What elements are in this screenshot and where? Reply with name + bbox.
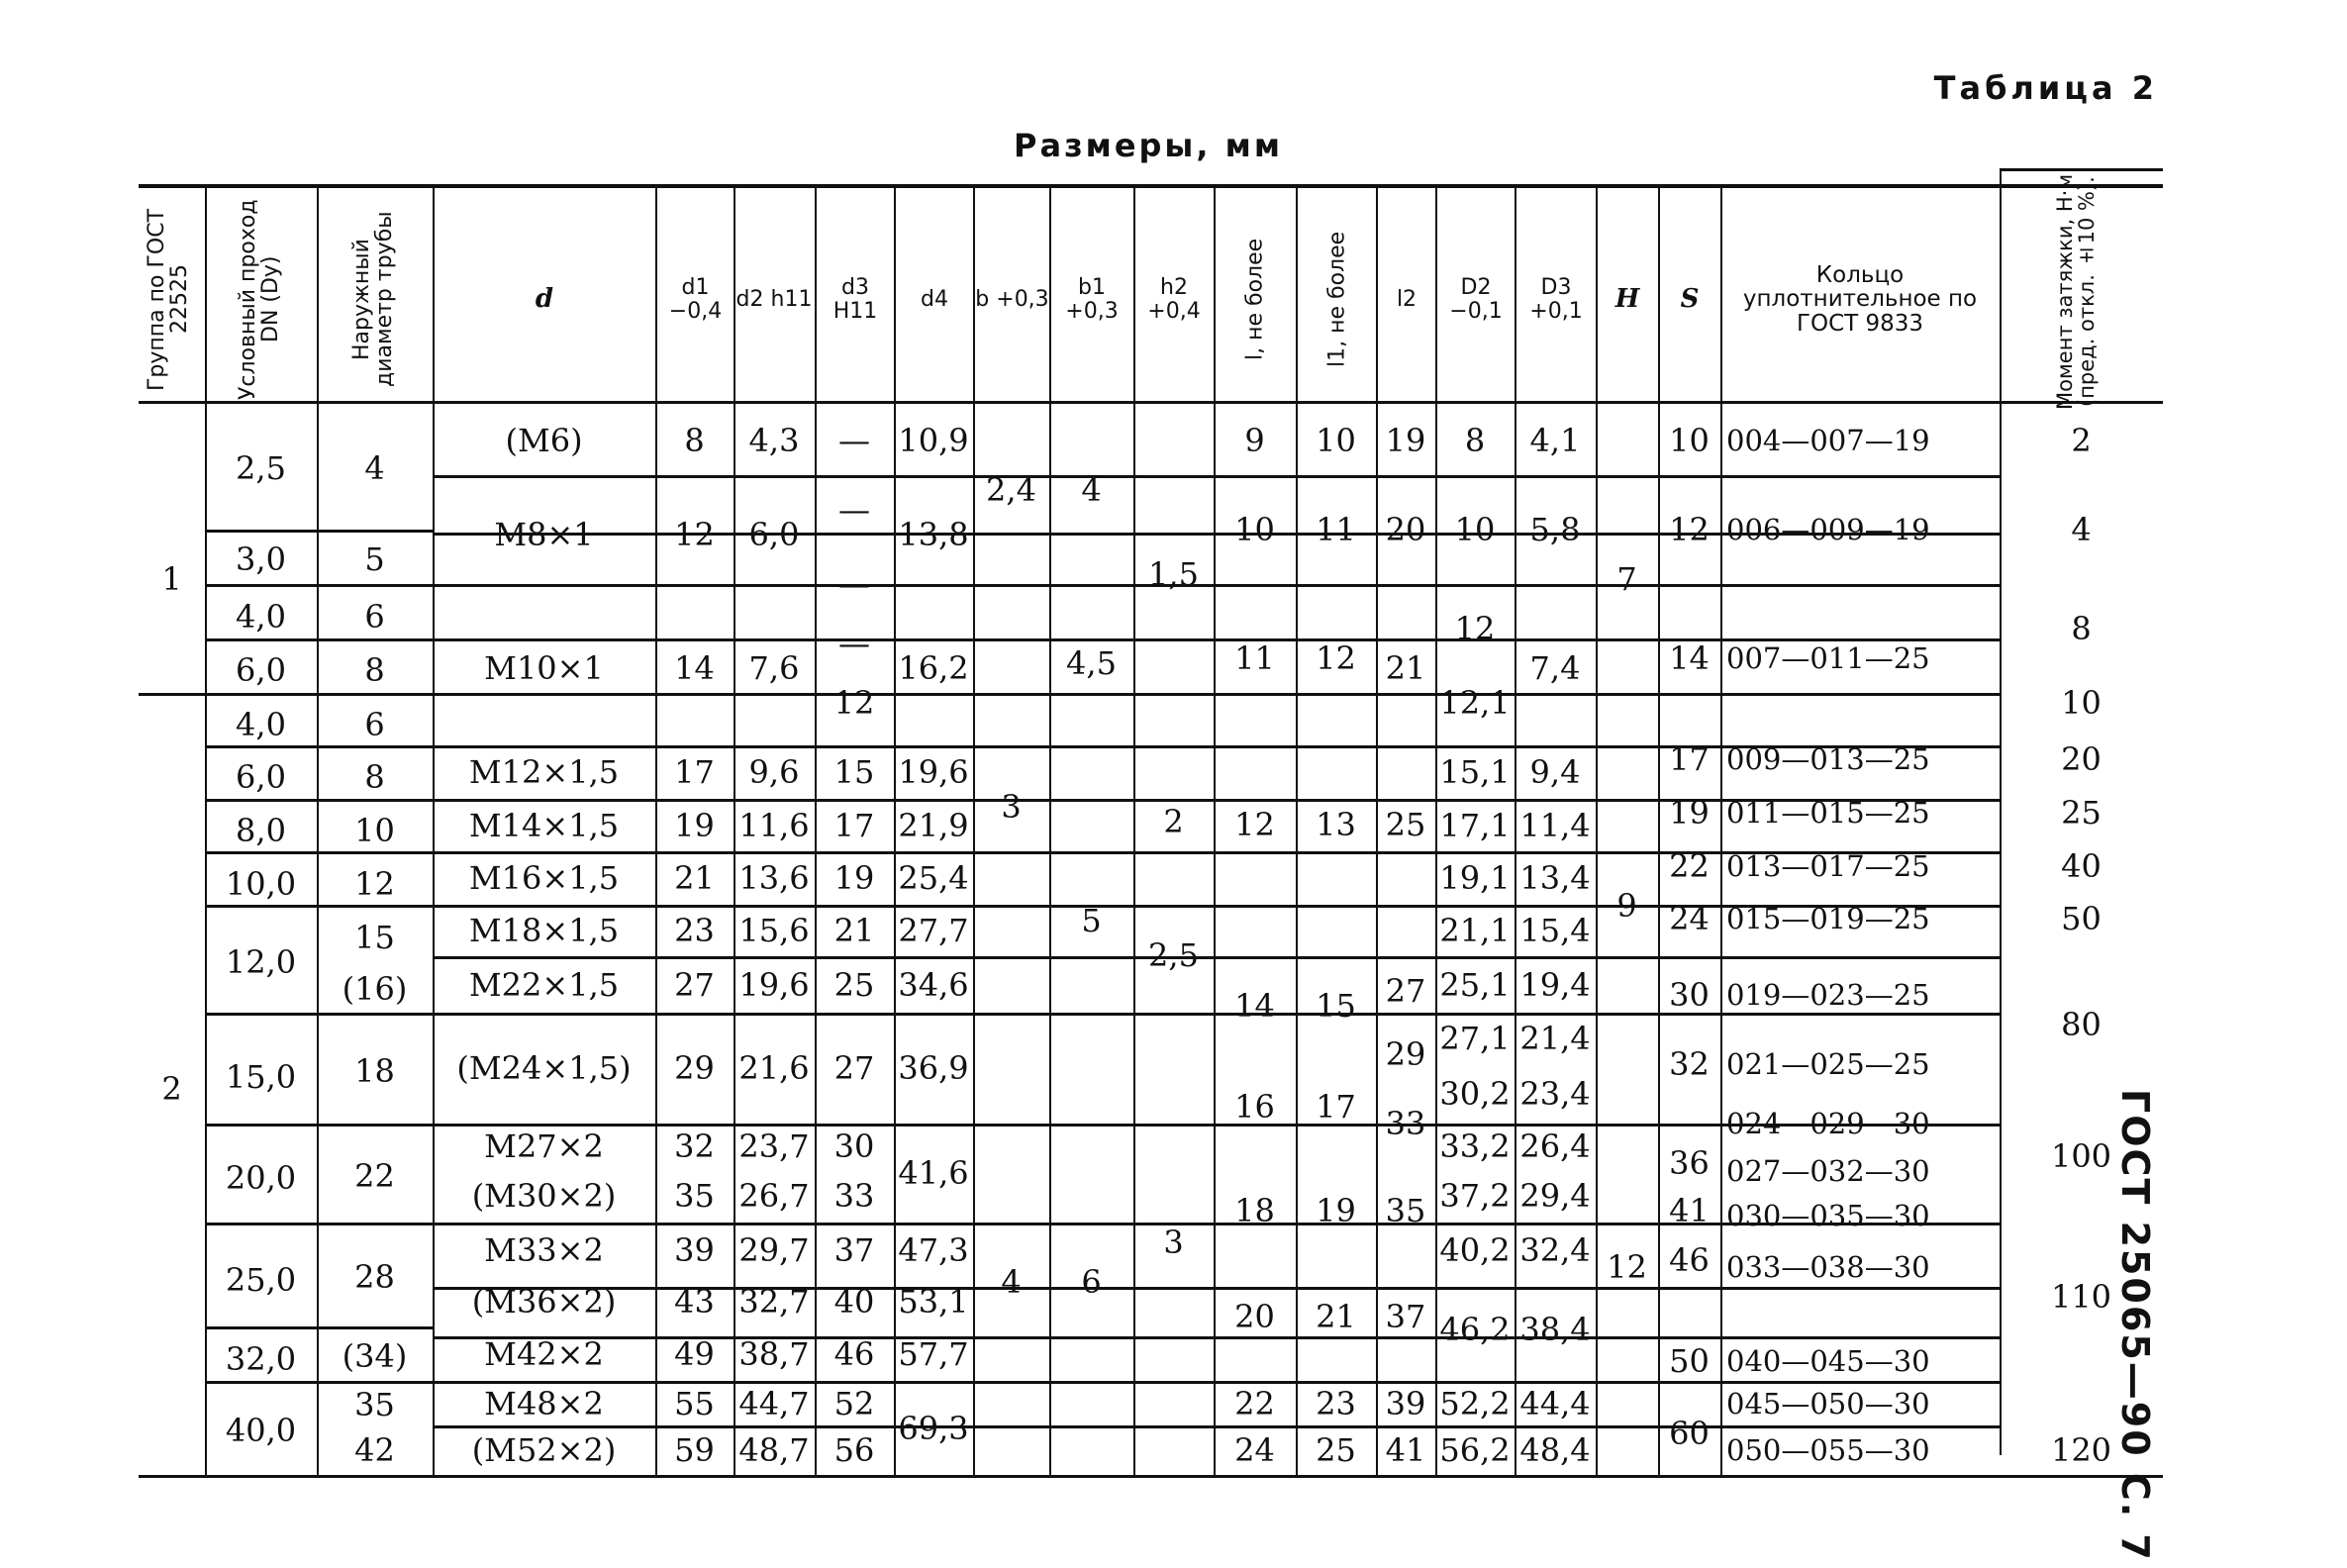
d-cell: (M30×2) — [471, 1176, 617, 1215]
outer_d-cell: 18 — [354, 1051, 395, 1090]
S-cell: 50 — [1669, 1342, 1710, 1380]
d2-cell: 44,7 — [738, 1384, 810, 1422]
header-l2: l2 — [1396, 286, 1418, 312]
dn-cell: 3,0 — [236, 540, 286, 578]
outer_d-cell: 8 — [364, 758, 385, 796]
d-cell: M14×1,5 — [468, 806, 620, 844]
d4-cell: 36,9 — [898, 1049, 969, 1087]
header-D2: D2 −0,1 — [1449, 275, 1503, 324]
d2-cell: 38,7 — [738, 1334, 810, 1373]
d3-cell: 19 — [833, 859, 875, 897]
d1-cell: 39 — [674, 1230, 715, 1269]
side-standard-label: ГОСТ 25065—90 С. 7 — [2113, 1089, 2157, 1562]
header-b1: b1 +0,3 — [1065, 275, 1119, 324]
ring-cell: 013—017—25 — [1726, 849, 1930, 883]
S-cell: 10 — [1669, 422, 1710, 459]
d1-cell: 8 — [684, 422, 705, 459]
outer_d-cell: (16) — [342, 970, 408, 1008]
header-b: b +0,3 — [975, 286, 1049, 312]
D3-cell: 26,4 — [1519, 1127, 1591, 1165]
d1-cell: 23 — [674, 912, 715, 949]
d3-cell: 27 — [833, 1049, 875, 1087]
dn-cell: 4,0 — [236, 598, 286, 636]
d1-cell: 12 — [674, 516, 715, 553]
torque-cell: 120 — [2050, 1431, 2112, 1469]
ring-cell: 033—038—30 — [1726, 1250, 1930, 1284]
d2-cell: 23,7 — [738, 1127, 810, 1165]
D3-cell: 29,4 — [1519, 1176, 1591, 1215]
d4-cell: 27,7 — [898, 912, 969, 949]
d3-cell: 56 — [833, 1431, 875, 1469]
D2-cell: 19,1 — [1439, 859, 1511, 897]
ring-cell: 019—023—25 — [1726, 978, 1930, 1012]
D3-cell: 38,4 — [1519, 1310, 1591, 1348]
D3-cell: 44,4 — [1519, 1384, 1591, 1422]
ring-cell: 006—009—19 — [1726, 513, 1930, 546]
D2-cell: 10 — [1454, 511, 1496, 548]
d4-cell: 53,1 — [898, 1283, 969, 1321]
l-cell: 9 — [1244, 422, 1265, 459]
header-bottom-rule — [139, 401, 2163, 404]
torque-header-top-rule — [2002, 168, 2163, 171]
d-cell: M16×1,5 — [468, 859, 620, 897]
d3-cell: 46 — [833, 1334, 875, 1373]
outer_d-cell: 6 — [364, 705, 385, 743]
b-cell: 3 — [1001, 788, 1022, 826]
d1-cell: 43 — [674, 1283, 715, 1321]
S-cell: 41 — [1669, 1191, 1710, 1229]
l-cell: 10 — [1234, 511, 1275, 548]
d1-cell: 32 — [674, 1127, 715, 1165]
ring-cell: 011—015—25 — [1726, 795, 1930, 830]
l1-cell: 21 — [1316, 1298, 1356, 1335]
l-cell: 18 — [1234, 1191, 1275, 1229]
d-cell: M33×2 — [484, 1230, 604, 1269]
header-d2: d2 h11 — [735, 286, 813, 312]
dn-cell: 32,0 — [225, 1339, 297, 1378]
torque-cell: 100 — [2050, 1136, 2112, 1175]
d-cell: (M24×1,5) — [456, 1049, 632, 1087]
header-ring: Кольцо уплотнительное по ГОСТ 9833 — [1742, 262, 1978, 337]
table-bottom-rule — [139, 1475, 2163, 1478]
d3-cell: 40 — [833, 1283, 875, 1321]
d1-cell: 29 — [674, 1049, 715, 1087]
D2-cell: 27,1 — [1439, 1020, 1511, 1057]
header-S: S — [1680, 283, 1700, 314]
D3-cell: 13,4 — [1519, 859, 1591, 897]
d3-cell: 12 — [833, 684, 875, 722]
d2-cell: 9,6 — [748, 753, 800, 791]
table-top-rule — [139, 184, 2163, 188]
outer_d-cell: 15 — [354, 919, 395, 956]
outer_d-cell: 42 — [354, 1431, 395, 1469]
d2-cell: 15,6 — [738, 912, 810, 949]
D3-cell: 19,4 — [1519, 965, 1591, 1004]
l1-cell: 15 — [1316, 987, 1356, 1025]
outer_d-cell: 8 — [364, 651, 385, 689]
row-rule — [205, 1013, 433, 1016]
d4-cell: 47,3 — [898, 1230, 969, 1269]
D2-cell: 12 — [1454, 610, 1496, 647]
ring-cell: 015—019—25 — [1726, 902, 1930, 935]
S-cell: 19 — [1669, 793, 1710, 832]
d4-cell: 10,9 — [898, 422, 969, 459]
row-rule — [205, 584, 433, 587]
d1-cell: 19 — [674, 806, 715, 844]
group-cell: 2 — [161, 1070, 182, 1108]
torque-cell: 10 — [2061, 684, 2102, 722]
d2-cell: 48,7 — [738, 1431, 810, 1469]
d2-cell: 7,6 — [748, 649, 800, 687]
D2-cell: 52,2 — [1439, 1384, 1511, 1422]
ring-cell: 027—032—30 — [1726, 1153, 1930, 1188]
outer_d-cell: 12 — [354, 865, 395, 903]
l1-cell: 13 — [1316, 806, 1356, 843]
outer_d-cell: 10 — [354, 812, 395, 849]
dn-cell: 20,0 — [225, 1159, 297, 1197]
d4-cell: 41,6 — [898, 1154, 969, 1192]
torque-cell: 50 — [2061, 900, 2102, 937]
d4-cell: 21,9 — [898, 806, 969, 844]
d-cell: M10×1 — [484, 649, 604, 687]
d2-cell: 32,7 — [738, 1283, 810, 1321]
group-separator — [139, 693, 205, 696]
outer_d-cell: 35 — [354, 1386, 395, 1423]
S-cell: 46 — [1669, 1240, 1710, 1279]
D3-cell: 21,4 — [1519, 1020, 1591, 1057]
l1-cell: 11 — [1316, 511, 1356, 548]
d-cell: (M36×2) — [471, 1283, 617, 1321]
d2-cell: 26,7 — [738, 1176, 810, 1215]
ring-cell: 021—025—25 — [1726, 1047, 1930, 1081]
d4-cell: 25,4 — [898, 859, 969, 897]
D2-cell: 8 — [1464, 422, 1486, 459]
header-d: d — [535, 283, 554, 314]
ring-cell: 004—007—19 — [1726, 424, 1930, 457]
d2-cell: 11,6 — [738, 806, 810, 844]
h2-cell: 3 — [1163, 1224, 1184, 1261]
dn-cell: 40,0 — [225, 1412, 297, 1449]
S-cell: 36 — [1669, 1144, 1710, 1182]
D2-cell: 40,2 — [1439, 1230, 1511, 1269]
d-cell: M12×1,5 — [468, 753, 620, 791]
torque-cell: 20 — [2061, 740, 2102, 778]
H-cell: 7 — [1616, 560, 1637, 598]
d3-cell: — — [838, 565, 870, 603]
b1-cell: 4,5 — [1066, 644, 1117, 682]
l-cell: 12 — [1234, 806, 1275, 843]
d1-cell: 14 — [674, 649, 715, 687]
D2-cell: 30,2 — [1439, 1075, 1511, 1113]
d-cell: M27×2 — [484, 1127, 604, 1165]
S-cell: 32 — [1669, 1045, 1710, 1083]
l2-cell: 21 — [1385, 649, 1426, 687]
d1-cell: 49 — [674, 1334, 715, 1373]
d1-cell: 35 — [674, 1176, 715, 1215]
outer_d-cell: 6 — [364, 598, 385, 636]
S-cell: 22 — [1669, 847, 1710, 885]
S-cell: 30 — [1669, 976, 1710, 1014]
d2-cell: 13,6 — [738, 859, 810, 897]
D3-cell: 48,4 — [1519, 1431, 1591, 1469]
l1-cell: 10 — [1316, 422, 1356, 459]
d-cell: M42×2 — [484, 1334, 604, 1373]
torque-cell: 25 — [2061, 793, 2102, 832]
l2-cell: 41 — [1385, 1431, 1426, 1469]
outer_d-cell: 28 — [354, 1258, 395, 1296]
dn-cell: 10,0 — [225, 865, 297, 903]
d3-cell: 33 — [833, 1176, 875, 1215]
d-cell: (M6) — [505, 422, 583, 459]
dn-cell: 15,0 — [225, 1057, 297, 1096]
d1-cell: 59 — [674, 1431, 715, 1469]
l1-cell: 17 — [1316, 1087, 1356, 1126]
h2-cell: 2 — [1163, 803, 1184, 840]
header-dn: Условный проход DN (Dy) — [235, 199, 283, 400]
d-cell: M8×1 — [494, 516, 594, 553]
d3-cell: 52 — [833, 1384, 875, 1422]
header-group: Группа по ГОСТ 22525 — [144, 208, 192, 391]
table-title: Таблица 2 — [1933, 69, 2158, 107]
d3-cell: — — [838, 625, 870, 662]
d3-cell: 17 — [833, 806, 875, 844]
D2-cell: 21,1 — [1439, 912, 1511, 949]
l-cell: 24 — [1234, 1431, 1275, 1469]
l2-cell: 19 — [1385, 422, 1426, 459]
d2-cell: 29,7 — [738, 1230, 810, 1269]
d3-cell: — — [838, 491, 870, 529]
l-cell: 14 — [1234, 987, 1275, 1025]
S-cell: 12 — [1669, 511, 1710, 548]
l1-cell: 12 — [1316, 639, 1356, 677]
b1-cell: 6 — [1081, 1263, 1102, 1301]
d-cell: M22×1,5 — [468, 965, 620, 1004]
d-cell: (M52×2) — [471, 1431, 617, 1469]
D2-cell: 25,1 — [1439, 965, 1511, 1004]
header-outer-diameter: Наружный диаметр трубы — [348, 211, 397, 388]
l1-cell: 25 — [1316, 1431, 1356, 1469]
ring-cell: 040—045—30 — [1726, 1344, 1930, 1378]
l-cell: 22 — [1234, 1384, 1275, 1422]
header-l: l, не более — [1242, 238, 1268, 361]
d4-cell: 19,6 — [898, 753, 969, 791]
torque-cell: 40 — [2061, 847, 2102, 885]
D2-cell: 17,1 — [1439, 806, 1511, 844]
torque-cell: 8 — [2071, 610, 2092, 647]
D3-cell: 32,4 — [1519, 1230, 1591, 1269]
d2-cell: 4,3 — [748, 422, 800, 459]
d4-cell: 69,3 — [898, 1409, 969, 1447]
l2-cell: 27 — [1385, 972, 1426, 1010]
D3-cell: 23,4 — [1519, 1075, 1591, 1113]
d-cell: M48×2 — [484, 1384, 604, 1422]
row-rule — [205, 530, 433, 533]
dn-cell: 4,0 — [236, 705, 286, 743]
l2-cell: 33 — [1385, 1105, 1426, 1142]
header-d4: d4 — [921, 286, 948, 312]
torque-cell: 2 — [2071, 422, 2092, 459]
d4-cell: 57,7 — [898, 1334, 969, 1373]
h2-cell: 1,5 — [1148, 555, 1199, 593]
D3-cell: 11,4 — [1519, 806, 1591, 844]
l-cell: 16 — [1234, 1087, 1275, 1126]
dn-cell: 8,0 — [236, 812, 286, 849]
S-cell: 24 — [1669, 900, 1710, 937]
l2-cell: 35 — [1385, 1191, 1426, 1229]
header-d3: d3 H11 — [832, 275, 878, 324]
d1-cell: 27 — [674, 965, 715, 1004]
D2-cell: 12,1 — [1439, 684, 1511, 722]
D2-cell: 37,2 — [1439, 1176, 1511, 1215]
l1-cell: 23 — [1316, 1384, 1356, 1422]
outer_d-cell: 5 — [364, 540, 385, 578]
d1-cell: 55 — [674, 1384, 715, 1422]
header-d1: d1 −0,4 — [668, 275, 723, 324]
d4-cell: 13,8 — [898, 516, 969, 553]
ring-cell: 009—013—25 — [1726, 742, 1930, 776]
d1-cell: 21 — [674, 859, 715, 897]
units-caption: Размеры, мм — [1014, 127, 1283, 164]
outer_d-cell: (34) — [342, 1337, 408, 1375]
b-cell: 2,4 — [986, 471, 1036, 509]
S-cell: 60 — [1669, 1414, 1710, 1452]
D2-cell: 15,1 — [1439, 753, 1511, 791]
S-cell: 17 — [1669, 740, 1710, 778]
header-h2: h2 +0,4 — [1147, 275, 1201, 324]
header-D3: D3 +0,1 — [1529, 275, 1583, 324]
ring-cell: 007—011—25 — [1726, 641, 1930, 675]
d2-cell: 6,0 — [748, 516, 800, 553]
l-cell: 11 — [1234, 639, 1275, 677]
torque-cell: 110 — [2050, 1278, 2112, 1316]
header-H: H — [1614, 283, 1640, 314]
torque-cell: 4 — [2071, 511, 2092, 548]
b1-cell: 5 — [1081, 902, 1102, 939]
group-cell: 1 — [161, 560, 182, 598]
dn-cell: 6,0 — [236, 758, 286, 796]
ring-cell: 050—055—30 — [1726, 1433, 1930, 1467]
D3-cell: 4,1 — [1529, 422, 1581, 459]
header-torque: Момент затяжки, Н·м (пред. откл. ±10 %). — [2052, 173, 2099, 411]
d3-cell: — — [838, 422, 870, 459]
D3-cell: 9,4 — [1529, 753, 1581, 791]
d3-cell: 37 — [833, 1230, 875, 1269]
d-cell: M18×1,5 — [468, 912, 620, 949]
d3-cell: 25 — [833, 965, 875, 1004]
l2-cell: 29 — [1385, 1035, 1426, 1073]
l2-cell: 25 — [1385, 806, 1426, 843]
d4-cell: 16,2 — [898, 649, 969, 687]
outer_d-cell: 4 — [364, 448, 385, 487]
D3-cell: 7,4 — [1529, 649, 1581, 687]
dn-cell: 2,5 — [236, 448, 286, 487]
D3-cell: 15,4 — [1519, 912, 1591, 949]
d3-cell: 30 — [833, 1127, 875, 1165]
ring-cell: 045—050—30 — [1726, 1386, 1930, 1421]
row-rule — [205, 1124, 433, 1127]
l2-cell: 20 — [1385, 511, 1426, 548]
outer_d-cell: 22 — [354, 1156, 395, 1195]
D2-cell: 56,2 — [1439, 1431, 1511, 1469]
h2-cell: 2,5 — [1148, 936, 1199, 974]
l1-cell: 19 — [1316, 1191, 1356, 1229]
H-cell: 12 — [1607, 1248, 1647, 1286]
d3-cell: 21 — [833, 912, 875, 949]
dn-cell: 6,0 — [236, 651, 286, 689]
ring-cell: 024—029—30 — [1726, 1107, 1930, 1140]
d2-cell: 21,6 — [738, 1049, 810, 1087]
b1-cell: 4 — [1081, 471, 1102, 509]
l-cell: 20 — [1234, 1298, 1275, 1335]
S-cell: 14 — [1669, 639, 1710, 677]
D2-cell: 33,2 — [1439, 1127, 1511, 1165]
dn-cell: 12,0 — [225, 942, 297, 981]
ring-cell: 030—035—30 — [1726, 1198, 1930, 1232]
D2-cell: 46,2 — [1439, 1310, 1511, 1348]
d1-cell: 17 — [674, 753, 715, 791]
b-cell: 4 — [1001, 1263, 1022, 1301]
D3-cell: 5,8 — [1529, 511, 1581, 548]
l2-cell: 39 — [1385, 1384, 1426, 1422]
d2-cell: 19,6 — [738, 965, 810, 1004]
torque-cell: 80 — [2061, 1006, 2102, 1043]
H-cell: 9 — [1616, 887, 1637, 925]
header-l1: l1, не более — [1324, 231, 1350, 368]
l2-cell: 37 — [1385, 1298, 1426, 1335]
d3-cell: 15 — [833, 753, 875, 791]
d4-cell: 34,6 — [898, 965, 969, 1004]
dn-cell: 25,0 — [225, 1260, 297, 1299]
